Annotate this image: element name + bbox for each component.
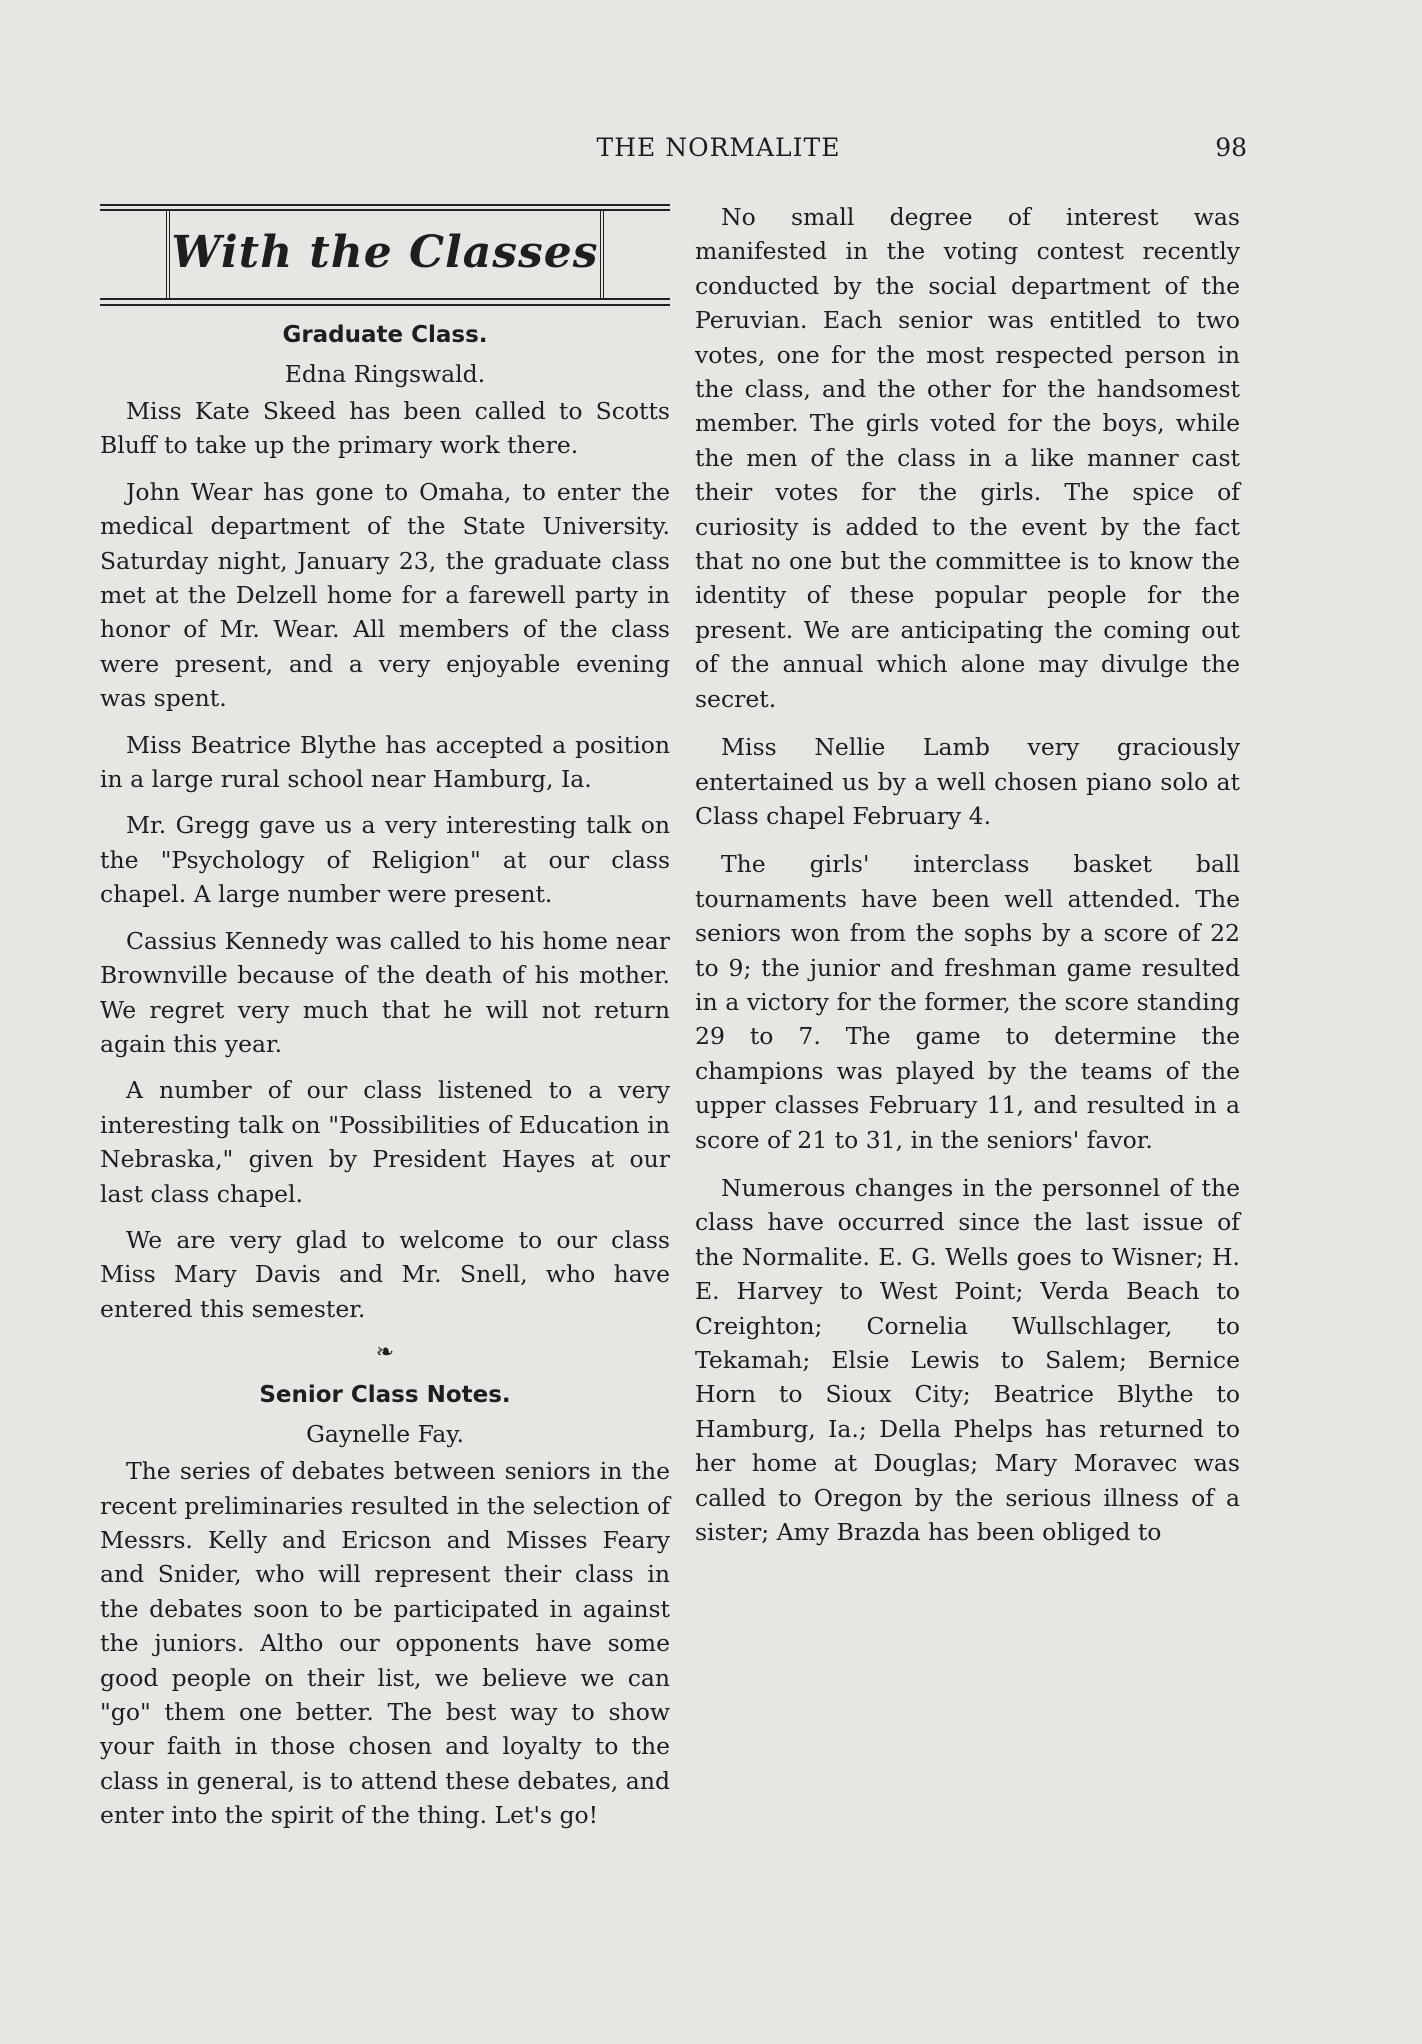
senior-paragraph-3: Miss Nellie Lamb very graciously entertained us by a well chosen piano solo at Class chapel February 4. bbox=[695, 733, 1240, 830]
page-number: 98 bbox=[1215, 133, 1247, 162]
rule bbox=[100, 304, 670, 306]
graduate-paragraph-6: A number of our class listened to a very interesting talk on "Possibilities of Education in Nebraska," given by President Hayes at our last class chapel. bbox=[100, 1076, 670, 1208]
graduate-paragraph-5: Cassius Kennedy was called to his home near Brownville because of the death of his mother. We regret very much that he will not return again this year. bbox=[100, 926, 670, 1058]
graduate-class-title: Graduate Class. bbox=[282, 322, 488, 348]
graduate-paragraph-4: Mr. Gregg gave us a very interesting talk on the "Psychology of Religion" at our class chapel. A large number were present. bbox=[100, 811, 670, 909]
section-heading-block bbox=[100, 200, 670, 310]
rule bbox=[100, 298, 670, 300]
graduate-paragraph-7: We are very glad to welcome to our class Miss Mary Davis and Mr. Snell, who have entered this semester. bbox=[100, 1225, 670, 1323]
senior-class-author: Gaynelle Fay. bbox=[306, 1420, 464, 1449]
fleuron-ornament: ❧ bbox=[375, 1340, 395, 1366]
running-title: THE NORMALITE bbox=[596, 133, 841, 162]
heading-box bbox=[166, 209, 604, 298]
section-heading: With the Classes bbox=[171, 227, 599, 279]
rule bbox=[100, 204, 670, 206]
senior-paragraph-2: No small degree of interest was manifested in the voting contest recently conducted by the social department of the Peruvian. Each senior was entitled to two votes, one for the most respected person in the class, and the other for the handsomest member. The girls voted for the boys, while the men of the class in a like manner cast their votes for the girls. The spice of curiosity is added to the event by the fact that no one but the committee is to know the identity of these popular people for the present. We are anticipating the coming out of the annual which alone may divulge the secret. bbox=[695, 203, 1240, 713]
right-column bbox=[695, 200, 1240, 1563]
senior-paragraph-5: Numerous changes in the personnel of the class have occurred since the last issue of the Normalite. E. G. Wells goes to Wisner; H. E. Harvey to West Point; Verda Beach to Creighton; Cornelia Wullschlager, to Tekamah; Elsie Lewis to Salem; Bernice Horn to Sioux City; Beatrice Blythe to Hamburg, Ia.; Della Phelps has returned to her home at Douglas; Mary Moravec was called to Oregon by the serious illness of a sister; Amy Brazda has been obliged to bbox=[695, 1173, 1240, 1547]
senior-class-title: Senior Class Notes. bbox=[259, 1382, 511, 1409]
left-column bbox=[100, 200, 670, 1845]
graduate-paragraph-3: Miss Beatrice Blythe has accepted a position in a large rural school near Hamburg, Ia. bbox=[100, 730, 670, 794]
running-head bbox=[100, 133, 1247, 173]
graduate-paragraph-2: John Wear has gone to Omaha, to enter the medical department of the State University. Saturday night, January 23, the graduate class met at the Delzell home for a farewell party in honor of Mr. Wear. All members of the class were present, and a very enjoyable evening was spent. bbox=[100, 477, 670, 713]
senior-paragraph-1: The series of debates between seniors in the recent preliminaries resulted in the selection of Messrs. Kelly and Ericson and Misses Feary and Snider, who will represent their class in the debates soon to be participated in against the juniors. Altho our opponents have some good people on their list, we believe we can "go" them one better. The best way to show your faith in those chosen and loyalty to the class in general, is to attend these debates, and enter into the spirit of the thing. Let's go! bbox=[100, 1457, 670, 1830]
senior-paragraph-4: The girls' interclass basket ball tournaments have been well attended. The seniors won from the sophs by a score of 22 to 9; the junior and freshman game resulted in a victory for the former, the score standing 29 to 7. The game to determine the champions was played by the teams of the upper classes February 11, and resulted in a score of 21 to 31, in the seniors' favor. bbox=[695, 850, 1240, 1154]
graduate-paragraph-1: Miss Kate Skeed has been called to Scotts Bluff to take up the primary work there. bbox=[100, 397, 670, 460]
graduate-class-author: Edna Ringswald. bbox=[284, 360, 486, 388]
